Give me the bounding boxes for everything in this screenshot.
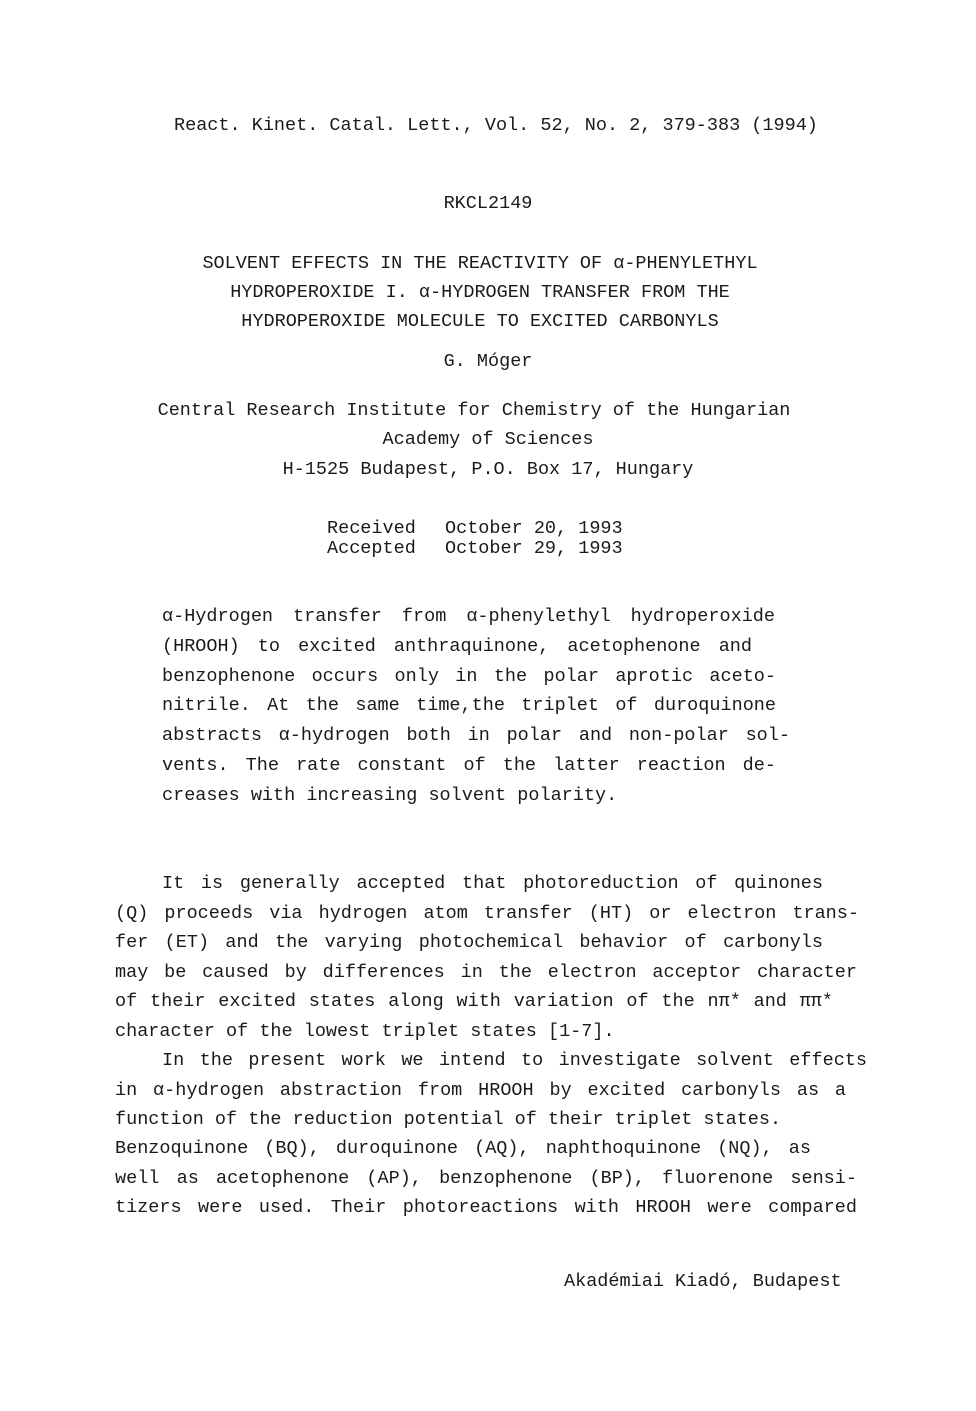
abstract-line: nitrile. At the same time,the triplet of duroquinone (162, 695, 776, 716)
abstract-line: α-Hydrogen transfer from α-phenylethyl hydroperoxide (162, 606, 775, 627)
body-line: of their excited states along with variation of the nπ* and ππ* (115, 991, 833, 1012)
abstract-line: abstracts α-hydrogen both in polar and non-polar sol- (162, 725, 790, 746)
affiliation-line: H-1525 Budapest, P.O. Box 17, Hungary (282, 459, 694, 480)
abstract-line: benzophenone occurs only in the polar aprotic aceto- (162, 666, 776, 687)
affiliation-line: Central Research Institute for Chemistry of the Hungarian (157, 400, 791, 421)
body-line: well as acetophenone (AP), benzophenone (BP), fluorenone sensi- (115, 1168, 857, 1189)
received-date: October 20, 1993 (445, 518, 623, 539)
abstract-line: creases with increasing solvent polarity. (162, 785, 618, 806)
publisher: Akadémiai Kiadó, Budapest (564, 1271, 842, 1292)
title-line: HYDROPEROXIDE I. α-HYDROGEN TRANSFER FROM THE (230, 282, 730, 303)
body-line: It is generally accepted that photoreduction of quinones (162, 873, 823, 894)
body-line: fer (ET) and the varying photochemical behavior of carbonyls (115, 932, 823, 953)
body-line: character of the lowest triplet states [1-7]. (115, 1021, 615, 1042)
received-label: Received (327, 518, 416, 539)
body-line: (Q) proceeds via hydrogen atom transfer (HT) or electron trans- (115, 903, 859, 924)
body-line: in α-hydrogen abstraction from HROOH by excited carbonyls as a (115, 1080, 846, 1101)
article-code: RKCL2149 (443, 193, 533, 214)
body-line: may be caused by differences in the electron acceptor character (115, 962, 857, 983)
journal-citation: React. Kinet. Catal. Lett., Vol. 52, No. 2, 379-383 (1994) (174, 115, 818, 136)
body-line: Benzoquinone (BQ), duroquinone (AQ), naphthoquinone (NQ), as (115, 1138, 811, 1159)
title-line: HYDROPEROXIDE MOLECULE TO EXCITED CARBONYLS (241, 311, 719, 332)
body-line: function of the reduction potential of their triplet states. (115, 1109, 782, 1130)
abstract-line: (HROOH) to excited anthraquinone, acetophenone and (162, 636, 752, 657)
abstract-line: vents. The rate constant of the latter reaction de- (162, 755, 776, 776)
affiliation-line: Academy of Sciences (382, 429, 594, 450)
accepted-label: Accepted (327, 538, 416, 559)
body-line: tizers were used. Their photoreactions with HROOH were compared (115, 1197, 857, 1218)
accepted-date: October 29, 1993 (445, 538, 623, 559)
body-line: In the present work we intend to investigate solvent effects (162, 1050, 867, 1071)
title-line: SOLVENT EFFECTS IN THE REACTIVITY OF α-PHENYLETHYL (202, 253, 758, 274)
author: G. Móger (443, 351, 533, 372)
